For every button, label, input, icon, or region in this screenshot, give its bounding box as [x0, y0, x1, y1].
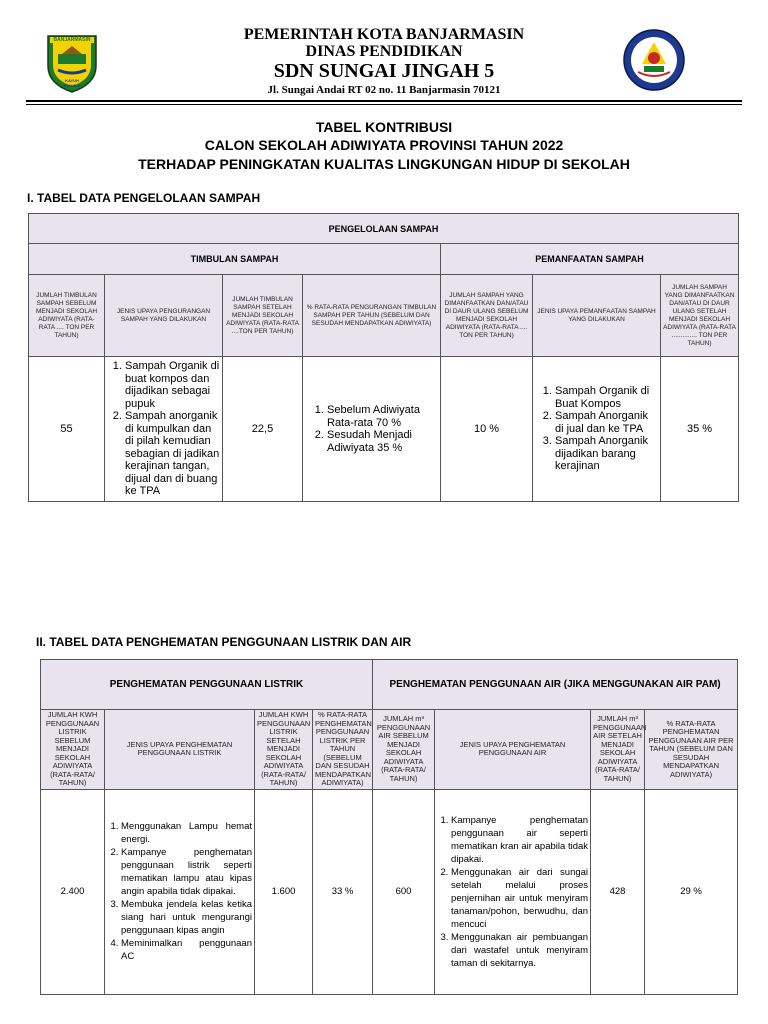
section2-heading: II. TABEL DATA PENGHEMATAN PENGGUNAAN LISTRIK DAN AIR [36, 635, 412, 649]
col-header: JENIS UPAYA PENGHEMATAN PENGGUNAAN AIR [435, 710, 591, 790]
col-header: JUMLAH KWH PENGGUNAAN LISTRIK SETELAH MENJADI SEKOLAH ADIWIYATA (RATA-RATA/ TAHUN) [255, 710, 313, 790]
doc-title-2: CALON SEKOLAH ADIWIYATA PROVINSI TAHUN 2022 [204, 137, 564, 153]
col-header: JUMLAH SAMPAH YANG DIMANFAATKAN DAN/ATAU DI DAUR ULANG SEBELUM MENJADI SEKOLAH ADIWIYATA (RATA-RATA .... TON PER TAHUN) [441, 275, 533, 357]
logo-text-top: BANJARMASIN [53, 37, 91, 43]
letterhead-line2: DINAS PENDIDIKAN [305, 43, 463, 60]
electricity-group: PENGHEMATAN PENGGUNAAN LISTRIK [41, 660, 373, 710]
letterhead-divider-thin [26, 104, 742, 105]
logo-text-bottom: KAYUH BAIMBAI [63, 78, 81, 88]
list-item: 2. Menggunakan air dari sungai setelah melalui proses penjernihan air untuk menyiram tanaman/pohon, berwudhu, dan mencuci [451, 866, 588, 931]
col-header: JUMLAH TIMBULAN SAMPAH SEBELUM MENJADI SEKOLAH ADIWIYATA (RATA-RATA .... TON PER TAHUN) [29, 275, 105, 357]
doc-title-3: TERHADAP PENINGKATAN KUALITAS LINGKUNGAN HIDUP DI SEKOLAH [138, 156, 630, 172]
cell-water-before: 600 [373, 789, 435, 994]
list-item: 2. Sampah Anorganik di jual dan ke TPA [555, 410, 658, 435]
cell-water-saving: 29 % [645, 789, 738, 994]
list-item: 4. Meminimalkan penggunaan AC [121, 937, 252, 963]
section1-heading: I. TABEL DATA PENGELOLAAN SAMPAH [27, 191, 261, 205]
col-header: JUMLAH TIMBULAN SAMPAH SETELAH MENJADI SEKOLAH ADIWIYATA (RATA-RATA ....TON PER TAHUN) [223, 275, 303, 357]
water-group: PENGHEMATAN PENGGUNAAN AIR (JIKA MENGGUNAKAN AIR PAM) [373, 660, 738, 710]
cell-water-after: 428 [591, 789, 645, 994]
waste-table [28, 213, 739, 502]
list-item: 2. Sampah anorganik di kumpulkan dan di pilah kemudian sebagian di jadikan kerajinan tangan, dijual dan di buang ke TPA [125, 410, 220, 498]
table-row [29, 357, 739, 502]
letterhead-divider [26, 100, 742, 102]
col-header: % RATA-RATA PENGHEMATAN PENGGUNAAN LISTRIK PER TAHUN (SEBELUM DAN SESUDAH MENDAPATKAN ADIWIYATA) [313, 710, 373, 790]
list-item: 1. Sampah Organik di Buat Kompos [555, 385, 658, 410]
cell-electricity-saving: 33 % [313, 789, 373, 994]
cell-utilized-after: 35 % [661, 357, 739, 502]
col-header: % RATA-RATA PENGURANGAN TIMBULAN SAMPAH PER TAHUN (SEBELUM DAN SESUDAH MENDAPATKAN ADIWIYATA) [303, 275, 441, 357]
cell-kwh-before: 2.400 [41, 789, 105, 994]
table-row [41, 789, 738, 994]
col-header: JUMLAH SAMPAH YANG DIMANFAATKAN DAN/ATAU DI DAUR ULANG SETELAH MENJADI SEKOLAH ADIWIYATA (RATA-RATA .............. TON PER TAHUN) [661, 275, 739, 357]
list-item: 1. Menggunakan Lampu hemat energi. [121, 820, 252, 846]
school-address: Jl. Sungai Andai RT 02 no. 11 Banjarmasin 70121 [267, 84, 501, 96]
list-item: 2. Kampanye penghematan penggunaan listrik seperti mematikan lampu atau kipas angin apabila tidak dipakai. [121, 846, 252, 898]
cell-kwh-after: 1.600 [255, 789, 313, 994]
cell-reduction-efforts [105, 357, 223, 502]
list-item: 2. Sesudah Menjadi Adiwiyata 35 % [327, 429, 438, 454]
col-header: JENIS UPAYA PENGURANGAN SAMPAH YANG DILAKUKAN [105, 275, 223, 357]
list-item: 1. Kampanye penghematan penggunaan air seperti mematikan kran air apabila tidak dipakai. [451, 814, 588, 866]
col-header: % RATA-RATA PENGHEMATAN PENGGUNAAN AIR PER TAHUN (SEBELUM DAN SESUDAH MENDAPATKAN ADIWIYATA) [645, 710, 738, 790]
cell-waste-before: 55 [29, 357, 105, 502]
list-item: 3. Sampah Anorganik dijadikan barang kerajinan [555, 435, 658, 473]
waste-group-generation: TIMBULAN SAMPAH [29, 244, 441, 275]
list-item: 1. Sebelum Adiwiyata Rata-rata 70 % [327, 404, 438, 429]
cell-water-efforts [435, 789, 591, 994]
doc-title-1: TABEL KONTRIBUSI [315, 119, 453, 135]
list-item: 1. Sampah Organik di buat kompos dan dijadikan sebagai pupuk [125, 360, 220, 410]
cell-reduction-percent [303, 357, 441, 502]
waste-table-title: PENGELOLAAN SAMPAH [29, 214, 739, 244]
cell-electricity-efforts [105, 789, 255, 994]
col-header: JUMLAH m³ PENGGUNAAN AIR SETELAH MENJADI SEKOLAH ADIWIYATA (RATA-RATA/ TAHUN) [591, 710, 645, 790]
waste-group-utilization: PEMANFAATAN SAMPAH [441, 244, 739, 275]
list-item: 3. Membuka jendela kelas ketika siang hari untuk mengurangi penggunaan kipas angin [121, 898, 252, 937]
energy-water-table [40, 659, 738, 995]
cell-utilized-before: 10 % [441, 357, 533, 502]
school-name: SDN SUNGAI JINGAH 5 [273, 60, 495, 82]
cell-utilization-efforts [533, 357, 661, 502]
col-header: JUMLAH KWH PENGGUNAAN LISTRIK SEBELUM MENJADI SEKOLAH ADIWIYATA (RATA-RATA/ TAHUN) [41, 710, 105, 790]
list-item: 3. Menggunakan air pembuangan dari wastafel untuk menyiram taman di sekitarnya. [451, 931, 588, 970]
col-header: JUMLAH m³ PENGGUNAAN AIR SEBELUM MENJADI SEKOLAH ADIWIYATA (RATA-RATA/ TAHUN) [373, 710, 435, 790]
col-header: JENIS UPAYA PEMANFAATAN SAMPAH YANG DILAKUKAN [533, 275, 661, 357]
letterhead-line1: PEMERINTAH KOTA BANJARMASIN [243, 26, 525, 43]
cell-waste-after: 22,5 [223, 357, 303, 502]
col-header: JENIS UPAYA PENGHEMATAN PENGGUNAAN LISTRIK [105, 710, 255, 790]
